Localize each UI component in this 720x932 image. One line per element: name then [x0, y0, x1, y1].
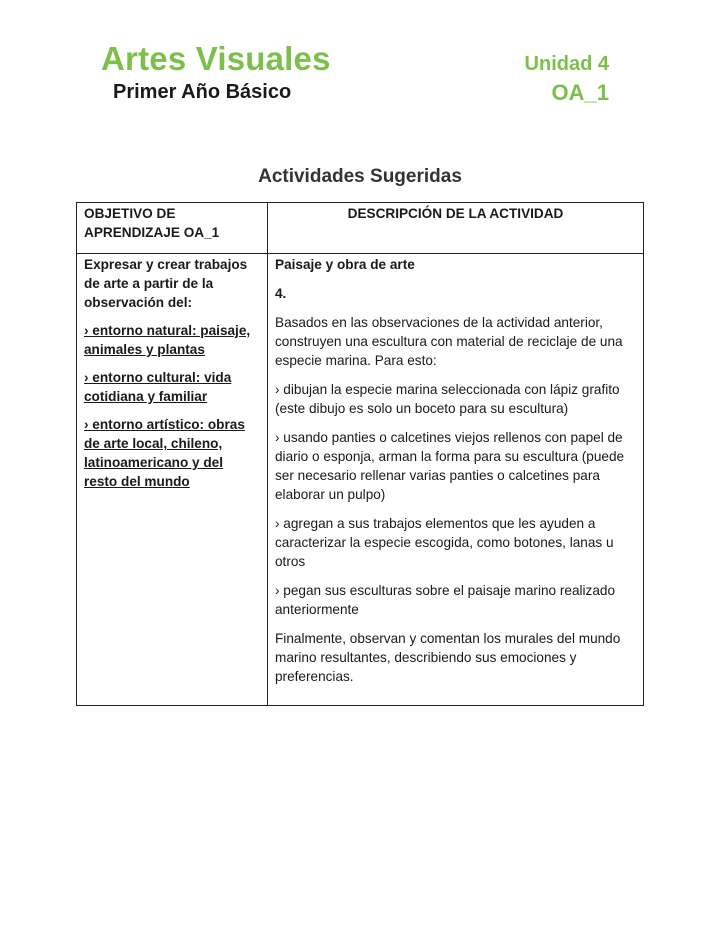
oa-label: OA_1: [551, 80, 609, 105]
objective-item: › entorno artístico: obras de arte local, chileno, latinoamericano y del resto del mundo: [84, 417, 245, 489]
activity-step: › dibujan la especie marina seleccionada con lápiz grafito (este dibujo es solo un boceto para su escultura): [275, 382, 620, 416]
objective-item: › entorno cultural: vida cotidiana y familiar: [84, 370, 232, 404]
table-row: [77, 254, 644, 706]
description-cell: [268, 254, 644, 706]
activities-table: [76, 202, 644, 706]
activity-paragraph: Finalmente, observan y comentan los murales del mundo marino resultantes, describiendo sus emociones y preferencias.: [275, 631, 621, 684]
activity-paragraph: Basados en las observaciones de la actividad anterior, construyen una escultura con material de reciclaje de una especie marina. Para esto:: [275, 315, 623, 368]
table-header-row: [77, 203, 644, 254]
objective-intro: Expresar y crear trabajos de arte a partir de la observación del:: [84, 257, 248, 310]
page-title: Artes Visuales: [101, 40, 331, 77]
activity-step: › pegan sus esculturas sobre el paisaje marino realizado anteriormente: [275, 583, 616, 617]
description-column-header: DESCRIPCIÓN DE LA ACTIVIDAD: [268, 203, 644, 254]
unit-label: Unidad 4: [524, 53, 609, 75]
grade-subtitle: Primer Año Básico: [113, 81, 292, 103]
objective-column-header: OBJETIVO DE APRENDIZAJE OA_1: [77, 203, 268, 254]
activity-number: 4.: [275, 286, 287, 301]
activity-step: › agregan a sus trabajos elementos que les ayuden a caracterizar la especie escogida, como botones, lanas u otros: [275, 516, 614, 569]
activity-title: Paisaje y obra de arte: [275, 257, 415, 272]
section-title: Actividades Sugeridas: [258, 166, 462, 187]
objective-item: › entorno natural: paisaje, animales y plantas: [84, 323, 251, 357]
objective-cell: [77, 254, 268, 706]
activity-step: › usando panties o calcetines viejos rellenos con papel de diario o esponja, arman la forma para su escultura (puede ser necesario rellenar varias panties o calcetines para elaborar un pulpo): [275, 430, 625, 502]
